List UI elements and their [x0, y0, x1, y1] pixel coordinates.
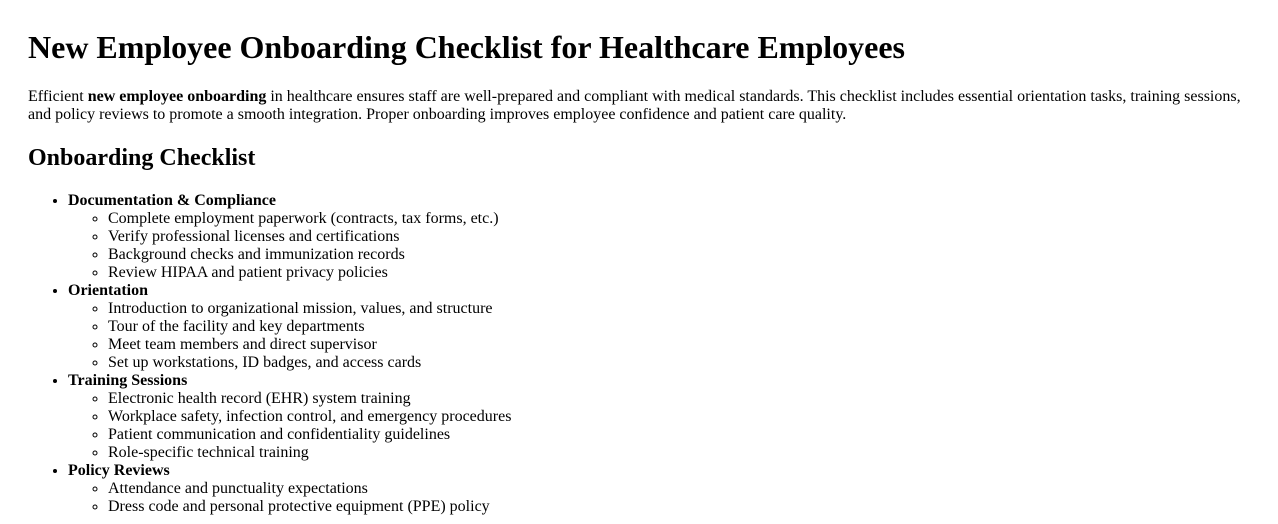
group-label: Training Sessions: [68, 372, 188, 389]
section-title: Onboarding Checklist: [28, 145, 256, 171]
group-items: [68, 300, 1250, 372]
checklist-item: ◦ Background checks and immunization records: [108, 246, 1250, 264]
checklist-item: ◦ Electronic health record (EHR) system training: [108, 390, 1250, 408]
checklist-group: [68, 282, 1250, 372]
intro-paragraph: [28, 88, 1250, 124]
checklist: [28, 192, 1250, 516]
checklist-group: [68, 372, 1250, 462]
checklist-item: ◦ Workplace safety, infection control, and emergency procedures: [108, 408, 1250, 426]
checklist-item: ◦ Meet team members and direct supervisor: [108, 336, 1250, 354]
checklist-item: ◦ Attendance and punctuality expectations: [108, 480, 1250, 498]
checklist-item: ◦ Role-specific technical training: [108, 444, 1250, 462]
group-label: Policy Reviews: [68, 462, 170, 479]
group-items: [68, 480, 1250, 516]
group-label: Documentation & Compliance: [68, 192, 276, 209]
group-items: [68, 210, 1250, 282]
checklist-item: ◦ Verify professional licenses and certifications: [108, 228, 1250, 246]
checklist-item: ◦ Introduction to organizational mission, values, and structure: [108, 300, 1250, 318]
intro-text: Efficient: [28, 88, 88, 105]
checklist-group: [68, 462, 1250, 516]
group-items: [68, 390, 1250, 462]
page-title: New Employee Onboarding Checklist for Healthcare Employees: [28, 29, 905, 65]
checklist-item: ◦ Set up workstations, ID badges, and access cards: [108, 354, 1250, 372]
checklist-item: ◦ Complete employment paperwork (contracts, tax forms, etc.): [108, 210, 1250, 228]
group-label: Orientation: [68, 282, 148, 299]
intro-bold: new employee onboarding: [87, 88, 267, 105]
checklist-item: ◦ Tour of the facility and key departments: [108, 318, 1250, 336]
checklist-group: [68, 192, 1250, 282]
checklist-item: ◦ Review HIPAA and patient privacy policies: [108, 264, 1250, 282]
checklist-item: ◦ Dress code and personal protective equipment (PPE) policy: [108, 498, 1250, 516]
intro-text: in healthcare ensures staff are well-prepared and compliant with medical standards. This checklist includes essential orientation tasks, training sessions, and policy reviews to promote a smooth integration. Proper onboarding improves employee confidence and patient care quality.: [28, 88, 1241, 123]
checklist-item: ◦ Patient communication and confidentiality guidelines: [108, 426, 1250, 444]
